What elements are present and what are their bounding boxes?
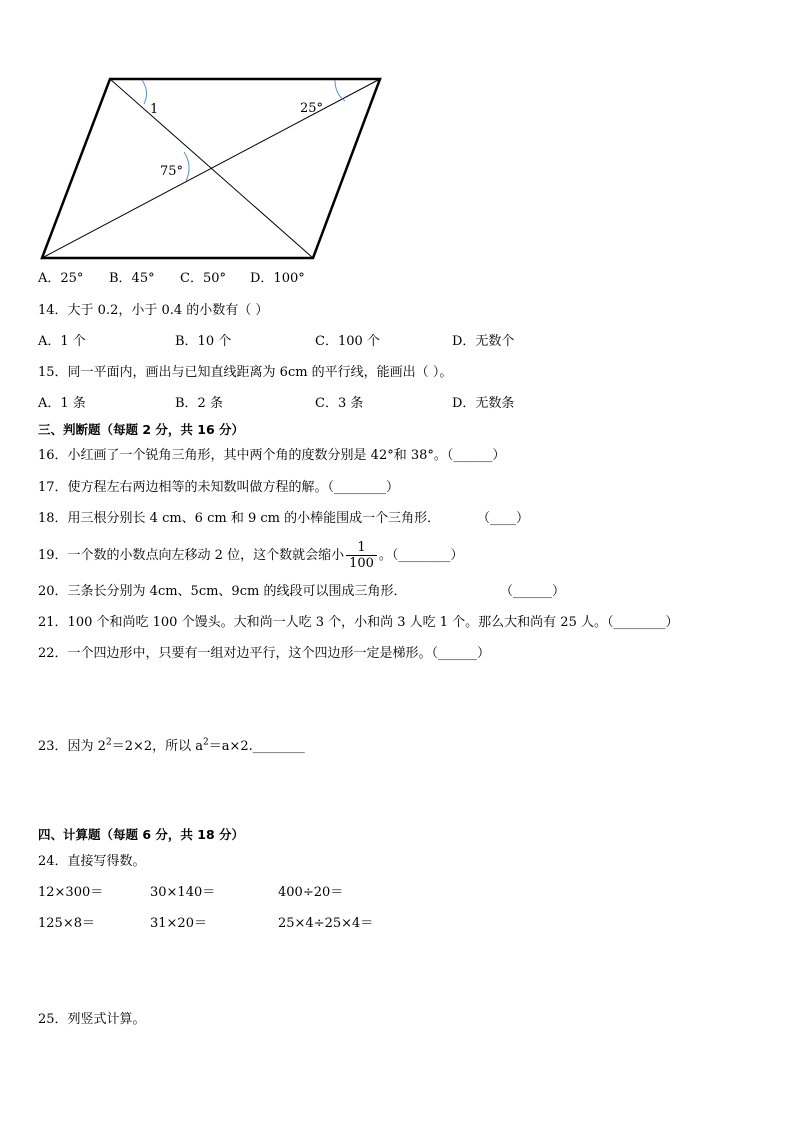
parallelogram-figure bbox=[0, 0, 400, 270]
calc-6: 25×4÷25×4＝ bbox=[278, 916, 374, 931]
calc-3: 400÷20＝ bbox=[278, 885, 344, 900]
angle-label-1: 1 bbox=[150, 102, 159, 117]
q19-frac-den: 100 bbox=[349, 556, 374, 571]
q13-option-d: D．100° bbox=[250, 271, 305, 286]
q20-blank: （______） bbox=[500, 584, 566, 599]
q19-text bbox=[38, 537, 463, 575]
q19-frac-num: 1 bbox=[346, 540, 377, 556]
q15-option-c: C．3 条 bbox=[315, 396, 364, 411]
angle-arc-75 bbox=[184, 152, 189, 181]
q23-part-c: ＝a×2.________ bbox=[208, 739, 305, 754]
q18-blank: （____） bbox=[477, 511, 530, 526]
q13-option-b: B．45° bbox=[109, 271, 155, 286]
q19-fraction bbox=[346, 540, 377, 571]
q23-sup-1: 2 bbox=[105, 737, 112, 748]
q15-option-b: B．2 条 bbox=[175, 396, 223, 411]
calc-5: 31×20＝ bbox=[150, 916, 207, 931]
q15-option-d: D．无数条 bbox=[452, 396, 515, 411]
q19-after: 。（________） bbox=[378, 548, 464, 563]
calc-1: 12×300＝ bbox=[38, 885, 104, 900]
calc-2: 30×140＝ bbox=[150, 885, 216, 900]
calc-4: 125×8＝ bbox=[38, 916, 95, 931]
q20-text: 20．三条长分别为 4cm、5cm、9cm 的线段可以围成三角形． bbox=[38, 584, 407, 599]
section-3-heading: 三、判断题（每题 2 分，共 16 分） bbox=[38, 422, 245, 437]
q18-text: 18．用三根分别长 4 cm、6 cm 和 9 cm 的小棒能围成一个三角形． bbox=[38, 511, 441, 526]
q16-text: 16．小红画了一个锐角三角形，其中两个角的度数分别是 42°和 38°。（______） bbox=[38, 448, 506, 463]
q23-sup-2: 2 bbox=[203, 737, 209, 748]
angle-label-75: 75° bbox=[160, 164, 184, 179]
diagonal-2 bbox=[42, 79, 380, 258]
q21-text: 21．100 个和尚吃 100 个馒头。大和尚一人吃 3 个，小和尚 3 人吃 1 个。那么大和尚有 25 人。（________） bbox=[38, 615, 679, 630]
angle-arc-1 bbox=[142, 80, 147, 104]
q25-text: 25．列竖式计算。 bbox=[38, 1012, 146, 1027]
q24-text: 24．直接写得数。 bbox=[38, 854, 146, 869]
q15-option-a: A．1 条 bbox=[38, 396, 86, 411]
q23-text bbox=[38, 738, 305, 756]
section-4-heading: 四、计算题（每题 6 分，共 18 分） bbox=[38, 827, 245, 842]
q17-text: 17．使方程左右两边相等的未知数叫做方程的解。（________） bbox=[38, 480, 400, 495]
q19-before: 19．一个数的小数点向左移动 2 位，这个数就会缩小 bbox=[38, 548, 345, 563]
q15-text: 15．同一平面内，画出与已知直线距离为 6cm 的平行线，能画出（ ）。 bbox=[38, 365, 453, 380]
q23-part-b: ＝2×2，所以 a bbox=[111, 739, 204, 754]
q22-text: 22．一个四边形中，只要有一组对边平行，这个四边形一定是梯形。（______） bbox=[38, 646, 491, 661]
q23-part-a: 23．因为 2 bbox=[38, 739, 106, 754]
q14-option-a: A．1 个 bbox=[38, 334, 86, 349]
angle-label-25: 25° bbox=[300, 101, 324, 116]
q13-option-a: A．25° bbox=[38, 271, 84, 286]
q14-option-c: C．100 个 bbox=[315, 334, 380, 349]
q13-option-c: C．50° bbox=[180, 271, 226, 286]
q14-option-d: D．无数个 bbox=[452, 334, 515, 349]
q14-option-b: B．10 个 bbox=[175, 334, 232, 349]
q14-text: 14．大于 0.2，小于 0.4 的小数有（ ） bbox=[38, 303, 269, 318]
